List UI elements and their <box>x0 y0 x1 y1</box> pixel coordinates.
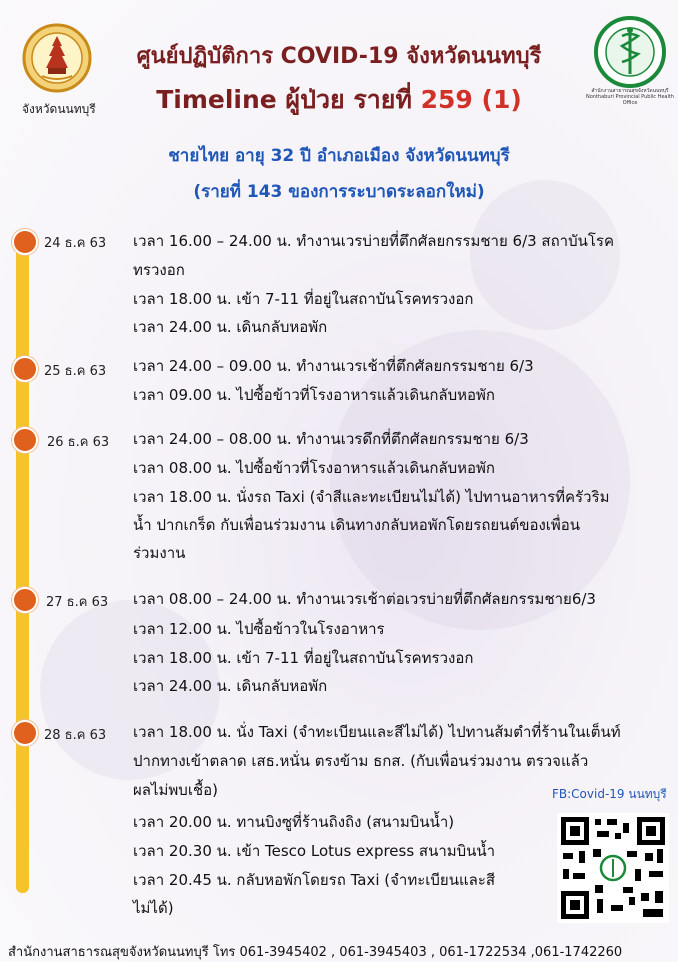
ministry-of-public-health-logo-icon <box>594 16 666 88</box>
timeline-dot <box>12 587 38 613</box>
header <box>0 0 678 120</box>
timeline-entry: ร่วมงาน <box>133 544 186 562</box>
timeline-entry: เวลา 18.00 น. เข้า 7-11 ที่อยู่ในสถาบันโรคทรวงอก <box>133 649 474 667</box>
timeline-date: 25 ธ.ค 63 <box>44 364 107 379</box>
timeline-dot <box>12 356 38 382</box>
timeline-date: 28 ธ.ค 63 <box>44 728 107 743</box>
timeline-entry: เวลา 08.00 น. ไปซื้อข้าวที่โรงอาหารแล้วเดินกลับหอพัก <box>133 459 495 477</box>
timeline-entry: ผลไม่พบเชื้อ) <box>133 781 218 799</box>
qr-code-icon[interactable] <box>557 813 669 923</box>
facebook-page-label: FB:Covid-19 นนทบุรี <box>552 787 667 801</box>
timeline-entry: เวลา 18.00 น. นั่งรถ Taxi (จำสีและทะเบียนไม่ได้) ไปทานอาหารที่ครัวริม <box>133 488 610 506</box>
timeline-date: 27 ธ.ค 63 <box>46 595 109 610</box>
timeline-entry: เวลา 09.00 น. ไปซื้อข้าวที่โรงอาหารแล้วเดินกลับหอพัก <box>133 386 495 404</box>
timeline-dot <box>12 229 38 255</box>
timeline-bar <box>16 238 29 893</box>
timeline-entry: เวลา 18.00 น. เข้า 7-11 ที่อยู่ในสถาบันโรคทรวงอก <box>133 290 474 308</box>
timeline-entry: เวลา 24.00 – 09.00 น. ทำงานเวรเช้าที่ตึกศัลยกรรมชาย 6/3 <box>133 357 534 375</box>
timeline-entry: เวลา 24.00 น. เดินกลับหอพัก <box>133 677 328 695</box>
left-logo-label: จังหวัดนนทบุรี <box>22 102 96 116</box>
timeline-date: 26 ธ.ค 63 <box>47 435 110 450</box>
footer-contact: สำนักงานสาธารณสุขจังหวัดนนทบุรี โทร 061-3945402 , 061-3945403 , 061-1722534 ,061-1742260 <box>8 945 623 960</box>
timeline-date: 24 ธ.ค 63 <box>44 236 107 251</box>
timeline-title-prefix: Timeline ผู้ป่วย รายที่ <box>156 85 421 114</box>
patient-description: ชายไทย อายุ 32 ปี อำเภอเมือง จังหวัดนนทบุรี <box>168 146 510 166</box>
case-note: (รายที่ 143 ของการระบาดระลอกใหม่) <box>193 182 485 202</box>
timeline-entry: เวลา 20.30 น. เข้า Tesco Lotus express สนามบินน้ำ <box>133 842 496 860</box>
timeline-entry: เวลา 16.00 – 24.00 น. ทำงานเวรบ่ายที่ตึกศัลยกรรมชาย 6/3 สถาบันโรค <box>133 232 615 250</box>
timeline-entry: ไม่ได้) <box>133 899 174 917</box>
timeline-entry: ปากทางเข้าตลาด เสธ.หนั่น ตรงข้าม ธกส. (กับเพื่อนร่วมงาน ตรวจแล้ว <box>133 752 589 770</box>
timeline-entry: ทรวงอก <box>133 261 185 279</box>
timeline-entry: น้ำ ปากเกร็ด กับเพื่อนร่วมงาน เดินทางกลับหอพักโดยรถยนต์ของเพื่อน <box>133 516 581 534</box>
patient-number: 259 (1) <box>420 85 522 114</box>
timeline-entry: เวลา 24.00 – 08.00 น. ทำงานเวรดึกที่ตึกศัลยกรรมชาย 6/3 <box>133 430 529 448</box>
timeline-entry: เวลา 20.45 น. กลับหอพักโดยรถ Taxi (จำทะเบียนและสี <box>133 871 496 889</box>
timeline-entry: เวลา 20.00 น. ทานบิงซูที่ร้านถิงถิง (สนามบินน้ำ) <box>133 813 455 831</box>
timeline-entry: เวลา 08.00 – 24.00 น. ทำงานเวรเช้าต่อเวรบ่ายที่ตึกศัลยกรรมชาย6/3 <box>133 590 596 608</box>
timeline-dot <box>12 427 38 453</box>
timeline-entry: เวลา 18.00 น. นั่ง Taxi (จำทะเบียนและสีไม่ได้) ไปทานส้มตำที่ร้านในเต็นท์ <box>133 723 621 741</box>
page-title: ศูนย์ปฏิบัติการ COVID-19 จังหวัดนนทบุรี <box>136 44 542 69</box>
timeline-entry: เวลา 12.00 น. ไปซื้อข้าวในโรงอาหาร <box>133 620 385 638</box>
right-logo-caption: สำนักงานสาธารณสุขจังหวัดนนทบุรี Nonthaburi Provincial Public Health Office <box>586 88 674 106</box>
timeline-entry: เวลา 24.00 น. เดินกลับหอพัก <box>133 318 328 336</box>
timeline-dot <box>12 720 38 746</box>
timeline-title <box>0 80 678 120</box>
